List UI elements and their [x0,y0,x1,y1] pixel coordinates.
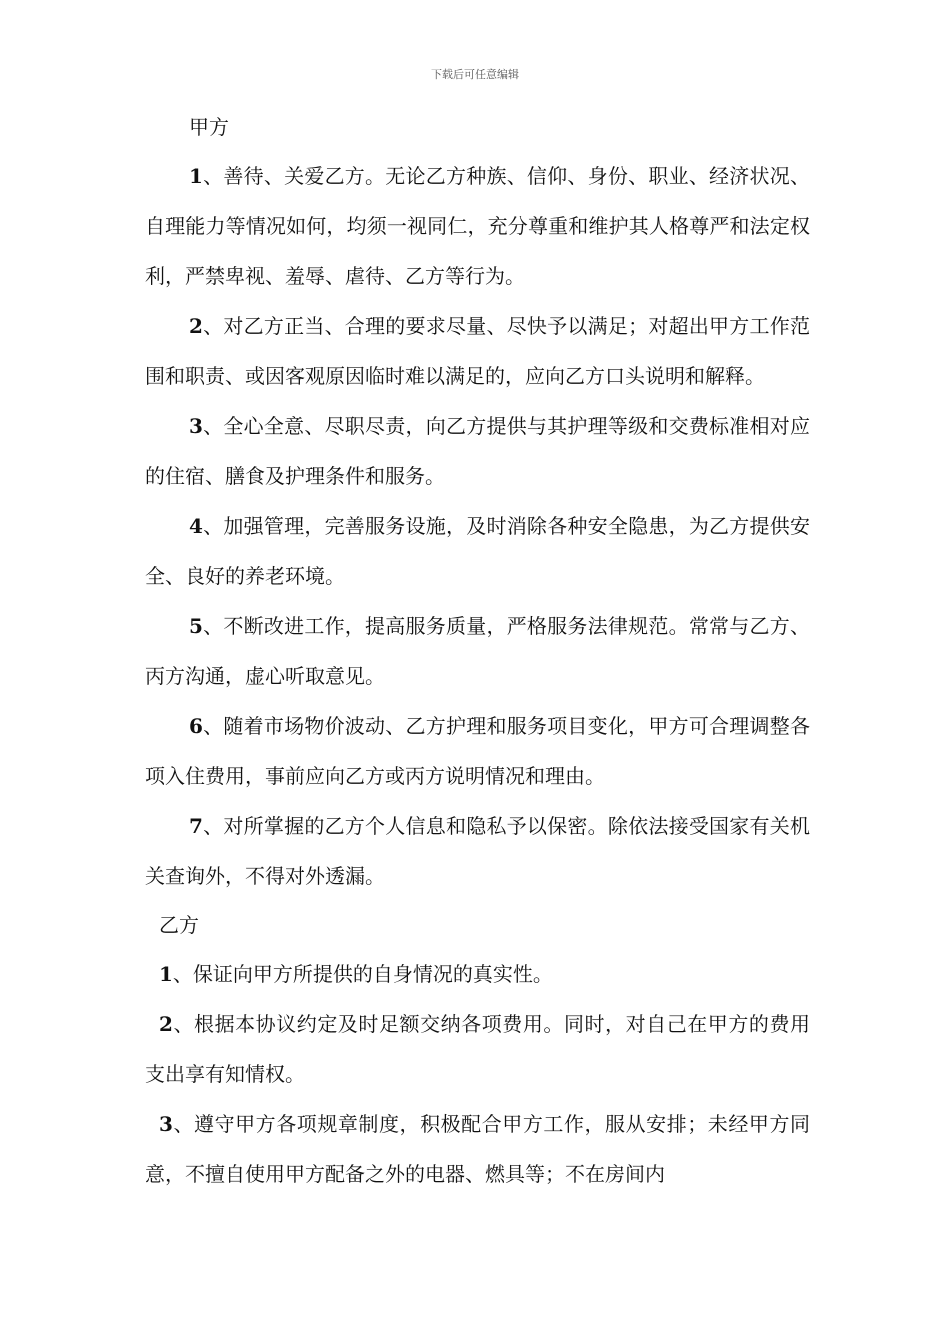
item-text: 、随着市场物价波动、乙方护理和服务项目变化，甲方可合理调整各项入住费用，事前应向乙方或丙方说明情况和理由。 [145,714,810,788]
party-b-item-3 [145,1099,810,1199]
item-number: 4 [189,514,203,538]
party-a-item-5 [145,601,810,701]
item-number: 7 [189,814,203,838]
item-number: 3 [159,1112,173,1136]
item-number: 5 [189,614,203,638]
page-header-note: 下载后可任意编辑 [431,68,519,81]
party-a-item-1 [145,151,810,301]
party-a-item-4 [145,501,810,601]
item-text: 、根据本协议约定及时足额交纳各项费用。同时，对自己在甲方的费用支出享有知情权。 [145,1012,810,1086]
party-a-item-6 [145,701,810,801]
document-body [145,103,810,1199]
item-text: 、不断改进工作，提高服务质量，严格服务法律规范。常常与乙方、丙方沟通，虚心听取意见。 [145,614,810,688]
item-number: 6 [189,714,203,738]
item-number: 3 [189,414,203,438]
item-text: 、遵守甲方各项规章制度，积极配合甲方工作，服从安排；未经甲方同意，不擅自使用甲方配备之外的电器、燃具等；不在房间内 [145,1112,810,1186]
item-text: 、全心全意、尽职尽责，向乙方提供与其护理等级和交费标准相对应的住宿、膳食及护理条件和服务。 [145,414,810,488]
party-a-heading: 甲方 [189,115,229,139]
item-number: 1 [159,962,173,986]
party-a-item-3 [145,401,810,501]
item-number: 2 [189,314,203,338]
party-b-heading: 乙方 [159,913,199,937]
item-text: 、善待、关爱乙方。无论乙方种族、信仰、身份、职业、经济状况、自理能力等情况如何，均须一视同仁，充分尊重和维护其人格尊严和法定权利，严禁卑视、羞辱、虐待、乙方等行为。 [145,164,810,288]
party-a-item-2 [145,301,810,401]
item-text: 、对所掌握的乙方个人信息和隐私予以保密。除依法接受国家有关机关查询外，不得对外透漏。 [145,814,810,888]
item-text: 、对乙方正当、合理的要求尽量、尽快予以满足；对超出甲方工作范围和职责、或因客观原因临时难以满足的，应向乙方口头说明和解释。 [145,314,810,388]
item-text: 、加强管理，完善服务设施，及时消除各种安全隐患，为乙方提供安全、良好的养老环境。 [145,514,810,588]
party-a-item-7 [145,801,810,901]
item-number: 1 [189,164,203,188]
item-number: 2 [159,1012,173,1036]
party-b-item-2 [145,999,810,1099]
item-text: 、保证向甲方所提供的自身情况的真实性。 [172,962,553,986]
party-b-item-1 [145,949,810,999]
